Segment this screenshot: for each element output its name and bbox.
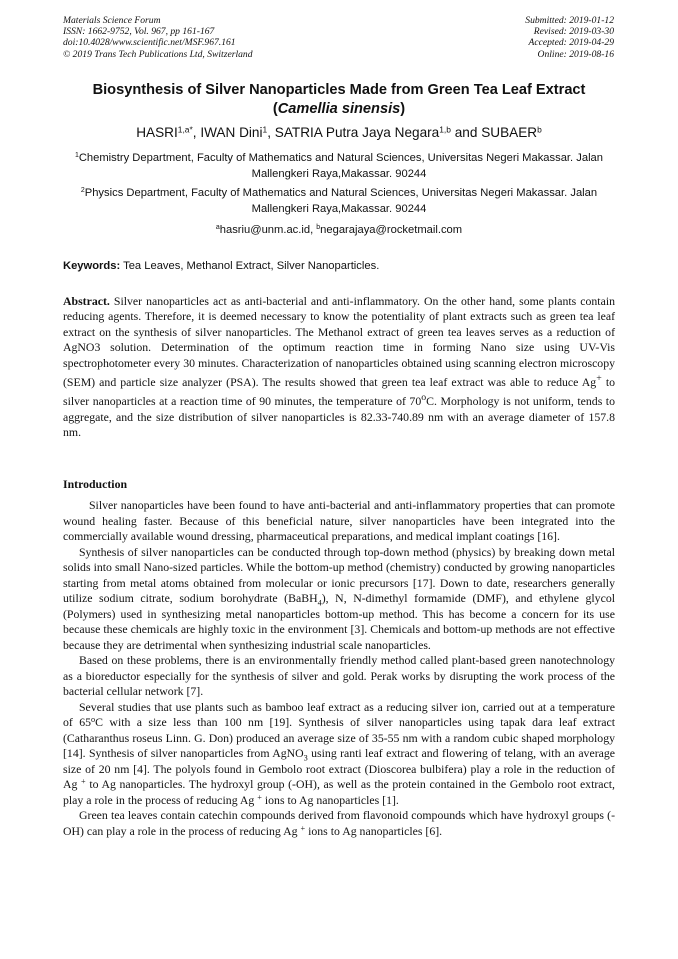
publication-dates <box>525 15 614 60</box>
intro-paragraph-4 <box>63 700 615 809</box>
paragraph-text: ions to Ag nanoparticles [1]. <box>261 792 399 807</box>
paragraph-text: Synthesis of silver nanoparticles can be conducted through top-down method (physics) by breaking down metal solids into small Nano-sized particles. While the bottom-up method (chemistry) conducted by growing nanoparticles starting from metal atoms obtained from molecular or ionic precursors [17]. Down to date, researchers generally utilize sodium citrate, sodium borohydrate (BaBH <box>63 544 615 605</box>
abstract-text: C. Morphology is not uniform, tends to aggregate, and the size distribution of silver nanoparticles is 82.33-740.89 nm with an average diameter of 157.8 nm. <box>63 394 615 440</box>
section-heading-introduction: Introduction <box>63 477 128 491</box>
paragraph-text: ), N, N-dimethyl formamide (DMF), and ethylene glycol (Polymers) used in synthesizing metal nanoparticles bottom-up method. This has become a concern for its use because these chemicals are highly toxic in the environment [3]. Chemicals and bottom-up methods are not effective because they are detrimental when synthesizing industrial scale nanoparticles. <box>63 591 615 652</box>
title-paren-close: ) <box>400 101 406 117</box>
author-name: SUBAER <box>481 125 538 140</box>
author-affiliation-mark: 1 <box>262 124 268 135</box>
title-species: Camellia sinensis <box>277 101 401 117</box>
abstract-text: Silver nanoparticles act as anti-bacterial and anti-inflammatory. On the other hand, some plants contain reducing agents. Therefore, it is deemed necessary to know the potentiality of plant extracts such as green tea leaf extract on the synthesis of silver nanoparticles. The Methanol extract of green tea leaves serves as a reduction of AgNO3 solution. Determination of the optimum reaction time in forming Nano size using UV-Vis spectrophotometer every 30 minutes. Characterization of nanoparticles obtained using scanning electron microscopy (SEM) and particle size analyzer (PSA). The results showed that green tea leaf extract was able to reduce Ag <box>63 294 615 389</box>
paragraph-text: to Ag nanoparticles. The hydroxyl group (-OH), as well as the protein contained in the Gembolo root extract, play a role in the process of reducing Ag <box>63 777 615 807</box>
intro-paragraph-1: Silver nanoparticles have been found to have anti-bacterial and anti-inflammatory properties that can promote wound healing faster. Because of this beneficial nature, silver nanoparticles have been integrated into the commercially available wound dressing, pharmaceutical preparations, and medical implant coatings [16]. <box>63 498 615 543</box>
publication-info <box>63 15 253 60</box>
intro-paragraph-3: Based on these problems, there is an environmentally friendly method called plant-based green nanotechnology as a bioreductor especially for the synthesis of silver and gold. Perak works by disrupting the work process of the bacterial cellular network [7]. <box>63 653 615 698</box>
copyright-line: © 2019 Trans Tech Publications Ltd, Switzerland <box>63 48 253 60</box>
paragraph-text: C with a size less than 100 nm [19]. Synthesis of silver nanoparticles using tapak dara leaf extract (Catharanthus roseus Linn. G. Don) produced an average size of 35-55 nm with a random cubic shaped morphology [14]. Synthesis of silver nanoparticles from AgNO <box>63 715 616 760</box>
paragraph-sup: + <box>81 776 86 786</box>
keywords-line <box>63 259 615 273</box>
paragraph-text: ions to Ag nanoparticles [6]. <box>305 823 443 838</box>
author-name: HASRI <box>136 125 178 140</box>
author-affiliation-mark: 1,a* <box>177 124 193 135</box>
revised-date: Revised: 2019-03-30 <box>533 26 614 38</box>
paper-title <box>50 81 628 119</box>
email-mark-b: b <box>316 224 321 232</box>
abstract-text: to silver nanoparticles at a reaction time of 90 minutes, the temperature of 70 <box>63 374 615 409</box>
affiliation-text: Chemistry Department, Faculty of Mathematics and Natural Sciences, Universitas Negeri Makassar. Jalan Mallengkeri Raya,Makassar. 90244 <box>78 152 603 180</box>
title-species-line <box>50 100 628 119</box>
journal-name: Materials Science Forum <box>63 15 161 26</box>
doi-line: doi:10.4028/www.scientific.net/MSF.967.161 <box>63 37 236 49</box>
email-a: hasriu@unm.ac.id, <box>219 224 317 236</box>
introduction-body <box>63 498 615 839</box>
issn-line: ISSN: 1662-9752, Vol. 967, pp 161-167 <box>63 26 215 38</box>
affiliation-mark: 1 <box>74 152 79 160</box>
paragraph-sup: + <box>257 792 262 802</box>
paragraph-sup: o <box>91 714 96 724</box>
email-b: negarajaya@rocketmail.com <box>320 224 463 236</box>
author-separator: and <box>450 125 482 140</box>
title-main: Biosynthesis of Silver Nanoparticles Made from Green Tea Leaf Extract <box>92 82 586 98</box>
paragraph-text: Several studies that use plants such as bamboo leaf extract as a reducing silver ion, carried out at a temperature of 65 <box>63 699 615 729</box>
submitted-date: Submitted: 2019-01-12 <box>525 15 614 26</box>
affiliation-1 <box>60 151 618 182</box>
paragraph-text: using ranti leaf extract and flowering of telang, with an average size of 20 nm [4]. The polyols found in Gembolo root extract (Dioscorea bulbifera) play a role in the reduction of Ag <box>63 746 615 791</box>
keywords-label: Keywords: <box>63 260 121 272</box>
email-mark-a: a <box>215 224 220 232</box>
abstract-sup: + <box>596 373 602 385</box>
intro-paragraph-5 <box>63 808 615 839</box>
paragraph-sub: 3 <box>303 753 308 763</box>
online-date: Online: 2019-08-16 <box>537 48 614 60</box>
paragraph-text: Green tea leaves contain catechin compounds derived from flavonoid compounds which have hydroxyl groups (-OH) can play a role in the process of reducing Ag <box>63 808 615 838</box>
author-name: IWAN Dini <box>200 125 263 140</box>
author-separator: , <box>192 125 201 140</box>
author-list <box>40 124 638 142</box>
title-paren-open: ( <box>272 101 278 117</box>
paragraph-sup: + <box>300 823 306 833</box>
affiliation-mark: 2 <box>80 187 85 195</box>
keywords-text: Tea Leaves, Methanol Extract, Silver Nanoparticles. <box>120 260 380 272</box>
intro-paragraph-2 <box>63 545 615 654</box>
abstract-paragraph <box>63 294 615 441</box>
author-emails <box>60 223 618 237</box>
abstract-block <box>63 294 615 441</box>
abstract-sup: o <box>421 392 427 404</box>
author-name: SATRIA Putra Jaya Negara <box>274 125 440 140</box>
accepted-date: Accepted: 2019-04-29 <box>528 37 614 49</box>
abstract-label: Abstract. <box>63 294 110 308</box>
author-affiliation-mark: b <box>537 124 542 135</box>
affiliation-text: Physics Department, Faculty of Mathematics and Natural Sciences, Universitas Negeri Makassar. Jalan Mallengkeri Raya,Makassar. 90244 <box>84 187 598 215</box>
author-affiliation-mark: 1,b <box>439 124 451 135</box>
paragraph-sub: 4 <box>317 598 322 608</box>
author-separator: , <box>267 125 275 140</box>
affiliation-2 <box>60 186 618 217</box>
